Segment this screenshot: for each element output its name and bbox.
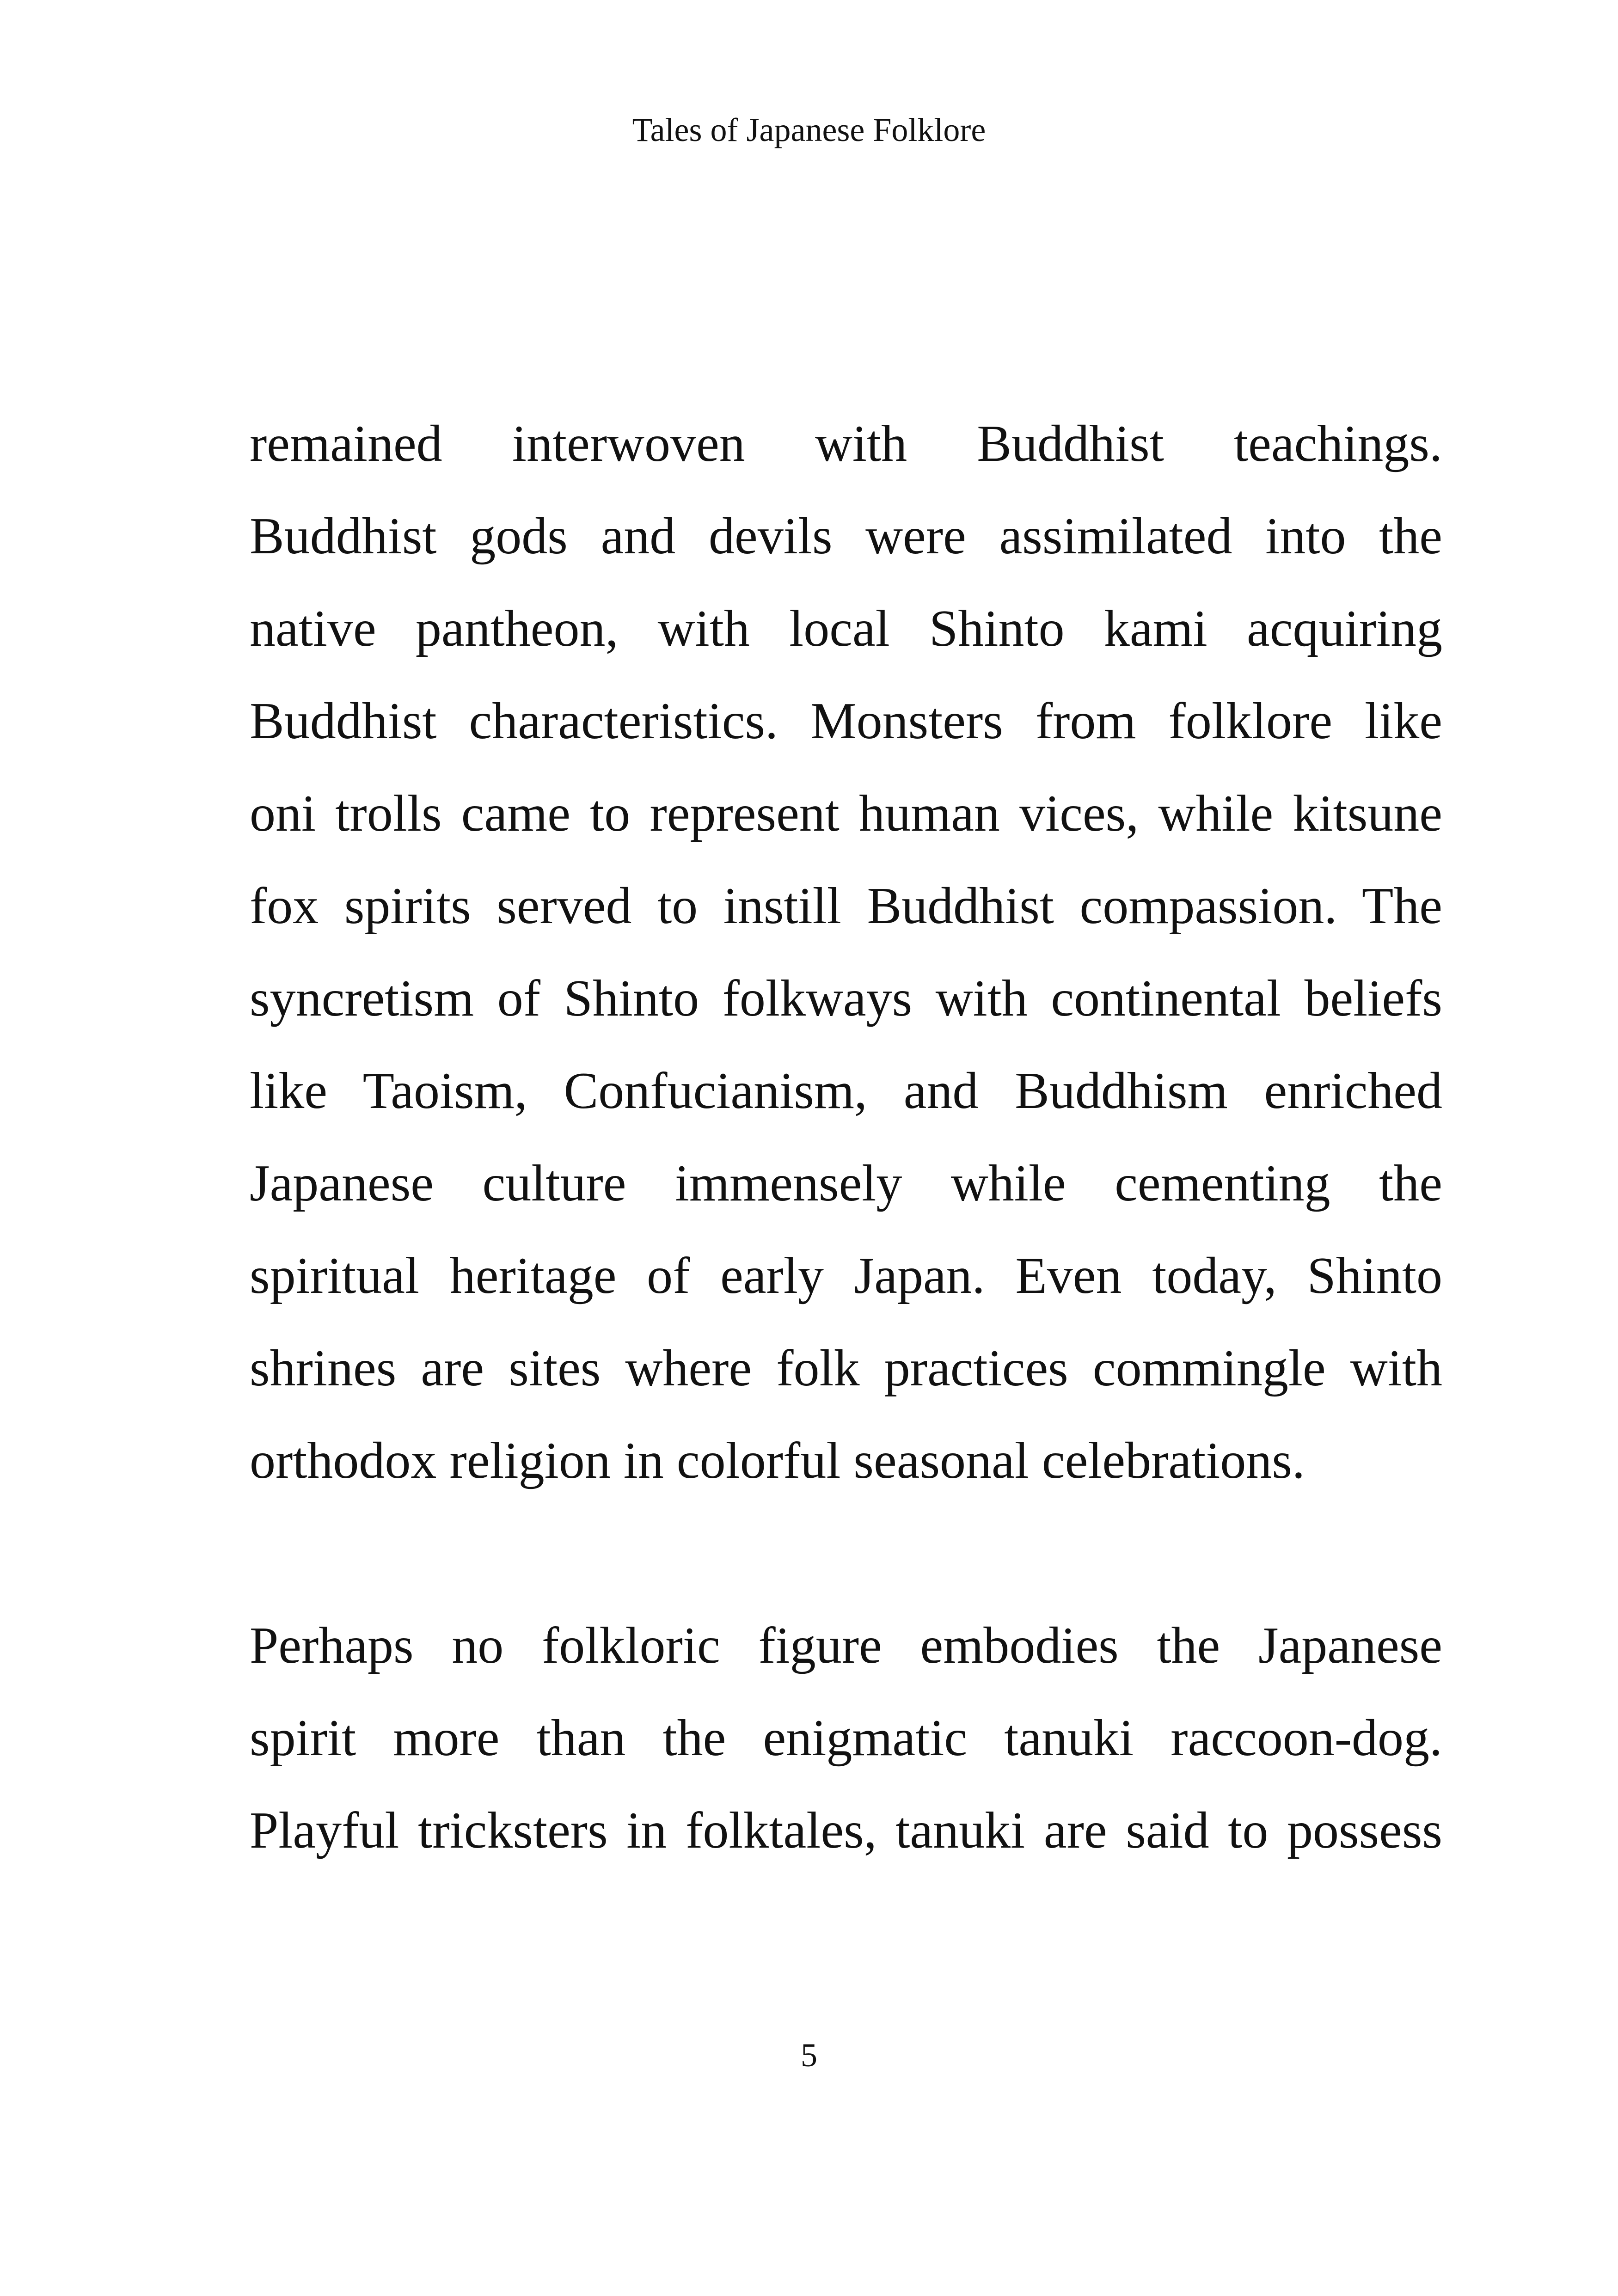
text-line: spirit more than the enigmatic tanuki raccoon-dog. (250, 1709, 1442, 1767)
text-line: oni trolls came to represent human vices, while kitsune (250, 785, 1442, 842)
running-header: Tales of Japanese Folklore (632, 111, 986, 148)
text-line: Playful tricksters in folktales, tanuki are said to possess (250, 1802, 1442, 1859)
text-line: fox spirits served to instill Buddhist compassion. The (250, 877, 1442, 935)
text-line: native pantheon, with local Shinto kami acquiring (250, 600, 1442, 657)
paragraph-1 (250, 398, 1442, 1507)
body-text (250, 398, 1442, 1877)
text-line: Japanese culture immensely while cementing the (250, 1155, 1442, 1212)
text-line: remained interwoven with Buddhist teachings. (250, 415, 1442, 472)
text-line: orthodox religion in colorful seasonal celebrations. (250, 1432, 1305, 1489)
paragraph-2 (250, 1599, 1442, 1877)
text-line: syncretism of Shinto folkways with continental beliefs (250, 970, 1442, 1027)
text-line: Perhaps no folkloric figure embodies the Japanese (250, 1617, 1442, 1674)
text-line: Buddhist gods and devils were assimilated into the (250, 508, 1442, 565)
page-number: 5 (801, 2037, 817, 2074)
text-line: Buddhist characteristics. Monsters from folklore like (250, 692, 1442, 750)
text-line: like Taoism, Confucianism, and Buddhism enriched (250, 1062, 1442, 1120)
text-line: spiritual heritage of early Japan. Even today, Shinto (250, 1247, 1442, 1304)
paragraph-gap (250, 1507, 1442, 1599)
text-line: shrines are sites where folk practices commingle with (250, 1340, 1442, 1397)
